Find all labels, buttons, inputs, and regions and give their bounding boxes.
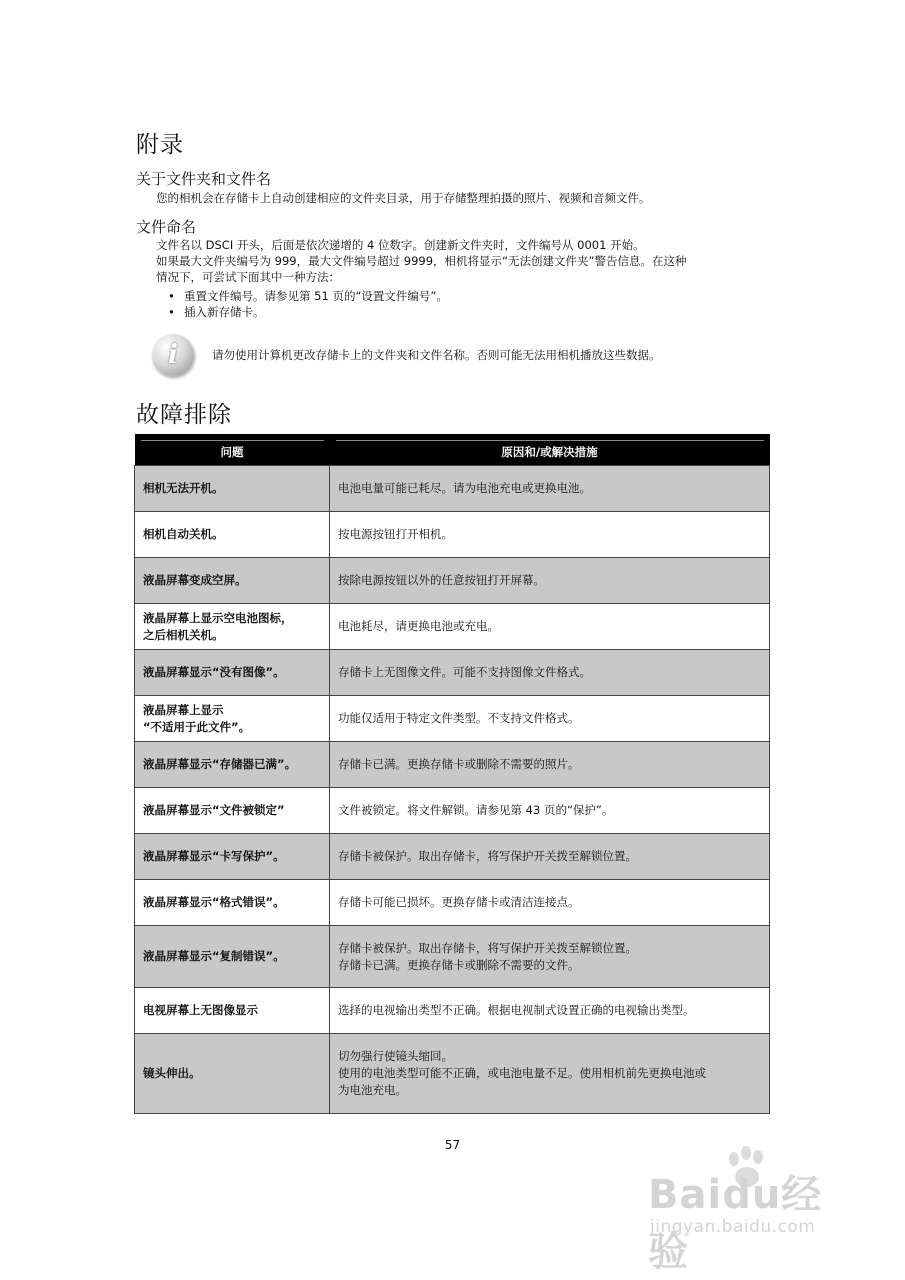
problem-cell: [135, 696, 330, 742]
table-row: [135, 466, 770, 512]
table-row: [135, 604, 770, 650]
folder-section-heading: 关于文件夹和文件名: [136, 170, 272, 188]
solution-text: 使用的电池类型可能不正确，或电池电量不足。使用相机前先更换电池或: [338, 1066, 706, 1080]
problem-cell: [135, 742, 330, 788]
solution-text: 存储卡可能已损坏。更换存储卡或清洁连接点。: [338, 895, 580, 909]
table-row: [135, 1034, 770, 1114]
table-row: [135, 742, 770, 788]
column-header-solution: 原因和/或解决措施: [330, 434, 770, 466]
problem-cell: [135, 880, 330, 926]
solution-text: 功能仅适用于特定文件类型。不支持文件格式。: [338, 711, 580, 725]
folder-section-text: 您的相机会在存储卡上自动创建相应的文件夹目录，用于存储整理拍摄的照片、视频和音频文件。: [156, 191, 651, 205]
solution-text: 文件被锁定。将文件解锁。请参见第 43 页的“保护”。: [338, 803, 614, 817]
table-row: [135, 512, 770, 558]
problem-text: 液晶屏幕显示“卡写保护”。: [143, 849, 285, 863]
bullet-item: • 插入新存储卡。: [168, 305, 265, 319]
solution-text: 按除电源按钮以外的任意按钮打开屏幕。: [338, 573, 545, 587]
problem-cell: [135, 650, 330, 696]
solution-cell: [330, 650, 770, 696]
solution-text: 选择的电视输出类型不正确。根据电视制式设置正确的电视输出类型。: [338, 1003, 695, 1017]
watermark-logo: Baidu经验: [648, 1172, 823, 1275]
table-row: [135, 788, 770, 834]
bullet-text: 重置文件编号。请参见第 51 页的“设置文件编号”。: [184, 289, 448, 303]
solution-text: 为电池充电。: [338, 1083, 407, 1097]
column-header-problem: 问题: [135, 434, 330, 466]
solution-cell: [330, 926, 770, 988]
table-row: [135, 650, 770, 696]
problem-cell: [135, 1034, 330, 1114]
note-text: 请勿使用计算机更改存储卡上的文件夹和文件名称。否则可能无法用相机播放这些数据。: [212, 348, 661, 362]
problem-text: 液晶屏幕变成空屏。: [143, 573, 247, 587]
bullet-item: • 重置文件编号。请参见第 51 页的“设置文件编号”。: [168, 289, 448, 303]
solution-text: 电池耗尽，请更换电池或充电。: [338, 619, 499, 633]
solution-text: 存储卡被保护。取出存储卡，将写保护开关拨至解锁位置。: [338, 849, 637, 863]
problem-text: 液晶屏幕显示“文件被锁定”: [143, 803, 285, 817]
problem-cell: [135, 988, 330, 1034]
solution-text: 存储卡已满。更换存储卡或删除不需要的照片。: [338, 757, 580, 771]
problem-text: 电视屏幕上无图像显示: [143, 1003, 258, 1017]
problem-cell: [135, 834, 330, 880]
table-row: [135, 880, 770, 926]
problem-cell: [135, 512, 330, 558]
problem-text: 相机自动关机。: [143, 527, 224, 541]
problem-text: 相机无法开机。: [143, 481, 224, 495]
problem-text: 液晶屏幕上显示空电池图标，: [143, 610, 293, 625]
appendix-title: 附录: [136, 132, 184, 158]
info-icon: i: [152, 334, 194, 376]
problem-text: 液晶屏幕显示“没有图像”。: [143, 665, 285, 679]
solution-text: 切勿强行使镜头缩回。: [338, 1049, 453, 1063]
solution-cell: [330, 1034, 770, 1114]
problem-cell: [135, 604, 330, 650]
solution-cell: [330, 558, 770, 604]
solution-cell: [330, 696, 770, 742]
problem-text: 液晶屏幕显示“存储器已满”。: [143, 757, 297, 771]
naming-line-2: 如果最大文件夹编号为 999，最大文件编号超过 9999，相机将显示“无法创建文件夹”警告信息。在这种: [156, 254, 687, 268]
watermark: [640, 1145, 860, 1275]
solution-cell: [330, 512, 770, 558]
page-number: 57: [444, 1138, 461, 1152]
problem-text: 液晶屏幕上显示: [143, 702, 224, 717]
solution-cell: [330, 742, 770, 788]
table-row: [135, 926, 770, 988]
table-header-row: [135, 434, 770, 466]
bullet-text: 插入新存储卡。: [184, 305, 265, 319]
problem-text: 液晶屏幕显示“格式错误”。: [143, 895, 285, 909]
solution-text: 存储卡已满。更换存储卡或删除不需要的文件。: [338, 957, 580, 972]
problem-cell: [135, 558, 330, 604]
watermark-url: jingyan.baidu.com: [650, 1217, 816, 1237]
solution-cell: [330, 604, 770, 650]
solution-text: 按电源按钮打开相机。: [338, 527, 453, 541]
troubleshooting-title: 故障排除: [136, 402, 232, 428]
solution-cell: [330, 788, 770, 834]
problem-cell: [135, 926, 330, 988]
naming-line-3: 情况下，可尝试下面其中一种方法：: [156, 270, 340, 284]
troubleshooting-table: [134, 434, 770, 1114]
problem-text: 之后相机关机。: [143, 627, 224, 642]
table-row: [135, 988, 770, 1034]
table-row: [135, 834, 770, 880]
solution-text: 电池电量可能已耗尽。请为电池充电或更换电池。: [338, 481, 591, 495]
solution-text: 存储卡被保护。取出存储卡，将写保护开关拨至解锁位置。: [338, 940, 637, 955]
problem-cell: [135, 788, 330, 834]
table-row: [135, 558, 770, 604]
naming-section-heading: 文件命名: [136, 218, 197, 236]
solution-cell: [330, 880, 770, 926]
solution-text: 存储卡上无图像文件。可能不支持图像文件格式。: [338, 665, 591, 679]
problem-text: “不适用于此文件”。: [143, 719, 251, 734]
problem-cell: [135, 466, 330, 512]
solution-cell: [330, 988, 770, 1034]
naming-line-1: 文件名以 DSCI 开头，后面是依次递增的 4 位数字。创建新文件夹时，文件编号从 0001 开始。: [156, 238, 645, 252]
table-row: [135, 696, 770, 742]
solution-cell: [330, 466, 770, 512]
solution-cell: [330, 834, 770, 880]
problem-text: 液晶屏幕显示“复制错误”。: [143, 949, 285, 963]
problem-text: 镜头伸出。: [143, 1066, 201, 1080]
